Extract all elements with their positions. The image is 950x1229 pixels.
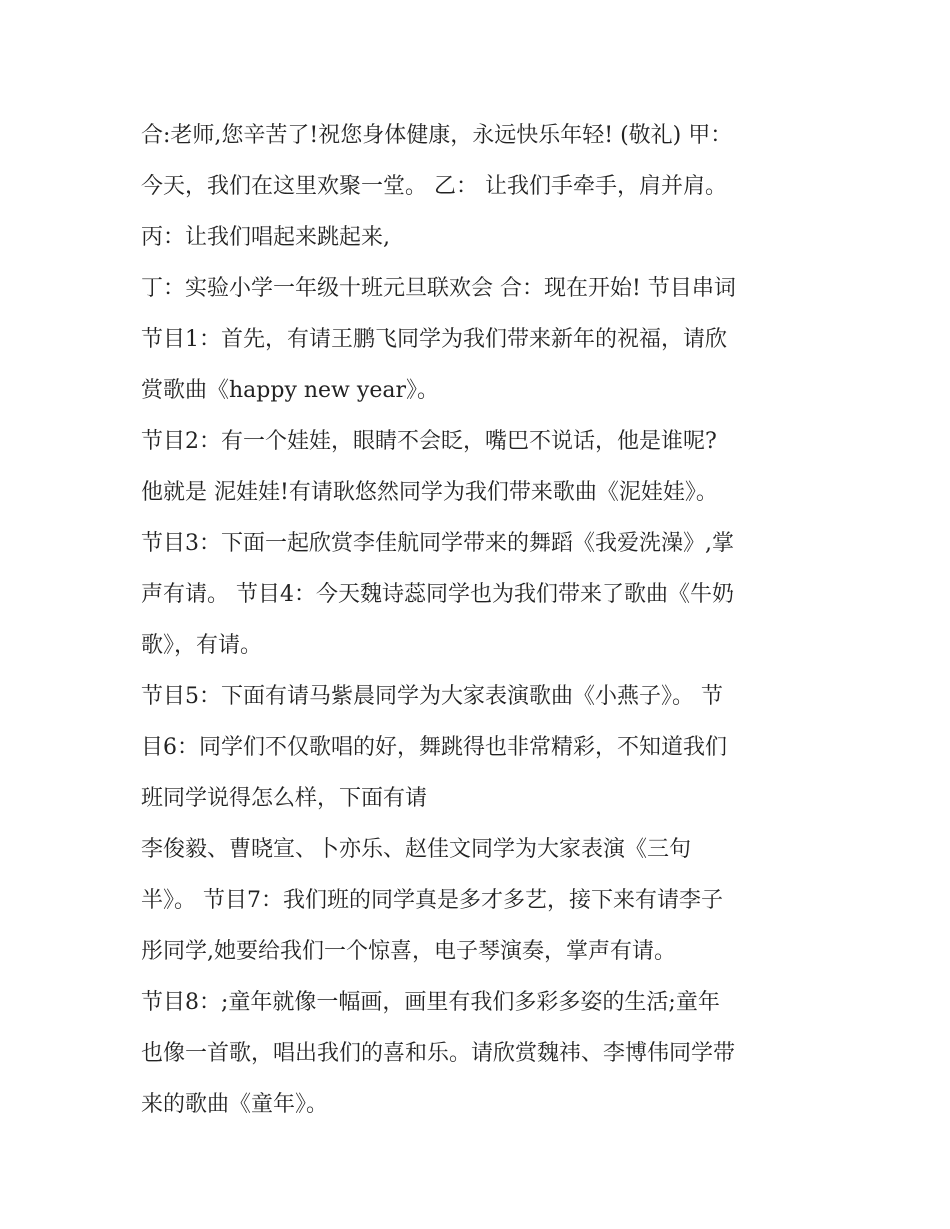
text-line: 节目1：首先，有请王鹏飞同学为我们带来新年的祝福，请欣 [141, 327, 727, 352]
text-line: 半》。 节目7：我们班的同学真是多才多艺，接下来有请李子 [141, 888, 723, 913]
text-line: 节目2：有一个娃娃，眼睛不会眨，嘴巴不说话，他是谁呢? [141, 429, 717, 454]
text-line: 赏歌曲《happy new year》。 [141, 378, 439, 403]
text-line: 班同学说得怎么样，下面有请 [141, 786, 428, 811]
text-line: 目6：同学们不仅歌唱的好，舞跳得也非常精彩，不知道我们 [141, 735, 727, 760]
text-line: 李俊毅、曹晓宣、卜亦乐、赵佳文同学为大家表演《三句 [141, 837, 692, 862]
text-line: 今天，我们在这里欢聚一堂。 乙： 让我们手牵手，肩并肩。 [141, 174, 727, 199]
text-line: 声有请。 节目4：今天魏诗蕊同学也为我们带来了歌曲《牛奶 [141, 582, 734, 607]
text-line: 节目5：下面有请马紫晨同学为大家表演歌曲《小燕子》。 节 [141, 684, 723, 709]
text-line: 彤同学,她要给我们一个惊喜，电子琴演奏，掌声有请。 [141, 939, 676, 964]
text-line: 合:老师,您辛苦了!祝您身体健康，永远快乐年轻! (敬礼) 甲： [141, 123, 733, 148]
text-line: 也像一首歌，唱出我们的喜和乐。请欣赏魏祎、李博伟同学带 [141, 1041, 736, 1066]
text-line: 节目3：下面一起欣赏李佳航同学带来的舞蹈《我爱洗澡》,掌 [141, 531, 734, 556]
text-line: 丙：让我们唱起来跳起来, [141, 225, 390, 250]
text-line: 节目8：;童年就像一幅画，画里有我们多彩多姿的生活;童年 [141, 990, 720, 1015]
text-line: 歌》，有请。 [141, 633, 263, 658]
text-line: 来的歌曲《童年》。 [141, 1092, 329, 1117]
text-line: 他就是 泥娃娃!有请耿悠然同学为我们带来歌曲《泥娃娃》。 [141, 480, 718, 505]
document-page [141, 110, 821, 1130]
text-line: 丁：实验小学一年级十班元旦联欢会 合：现在开始! 节目串词 [141, 276, 736, 301]
